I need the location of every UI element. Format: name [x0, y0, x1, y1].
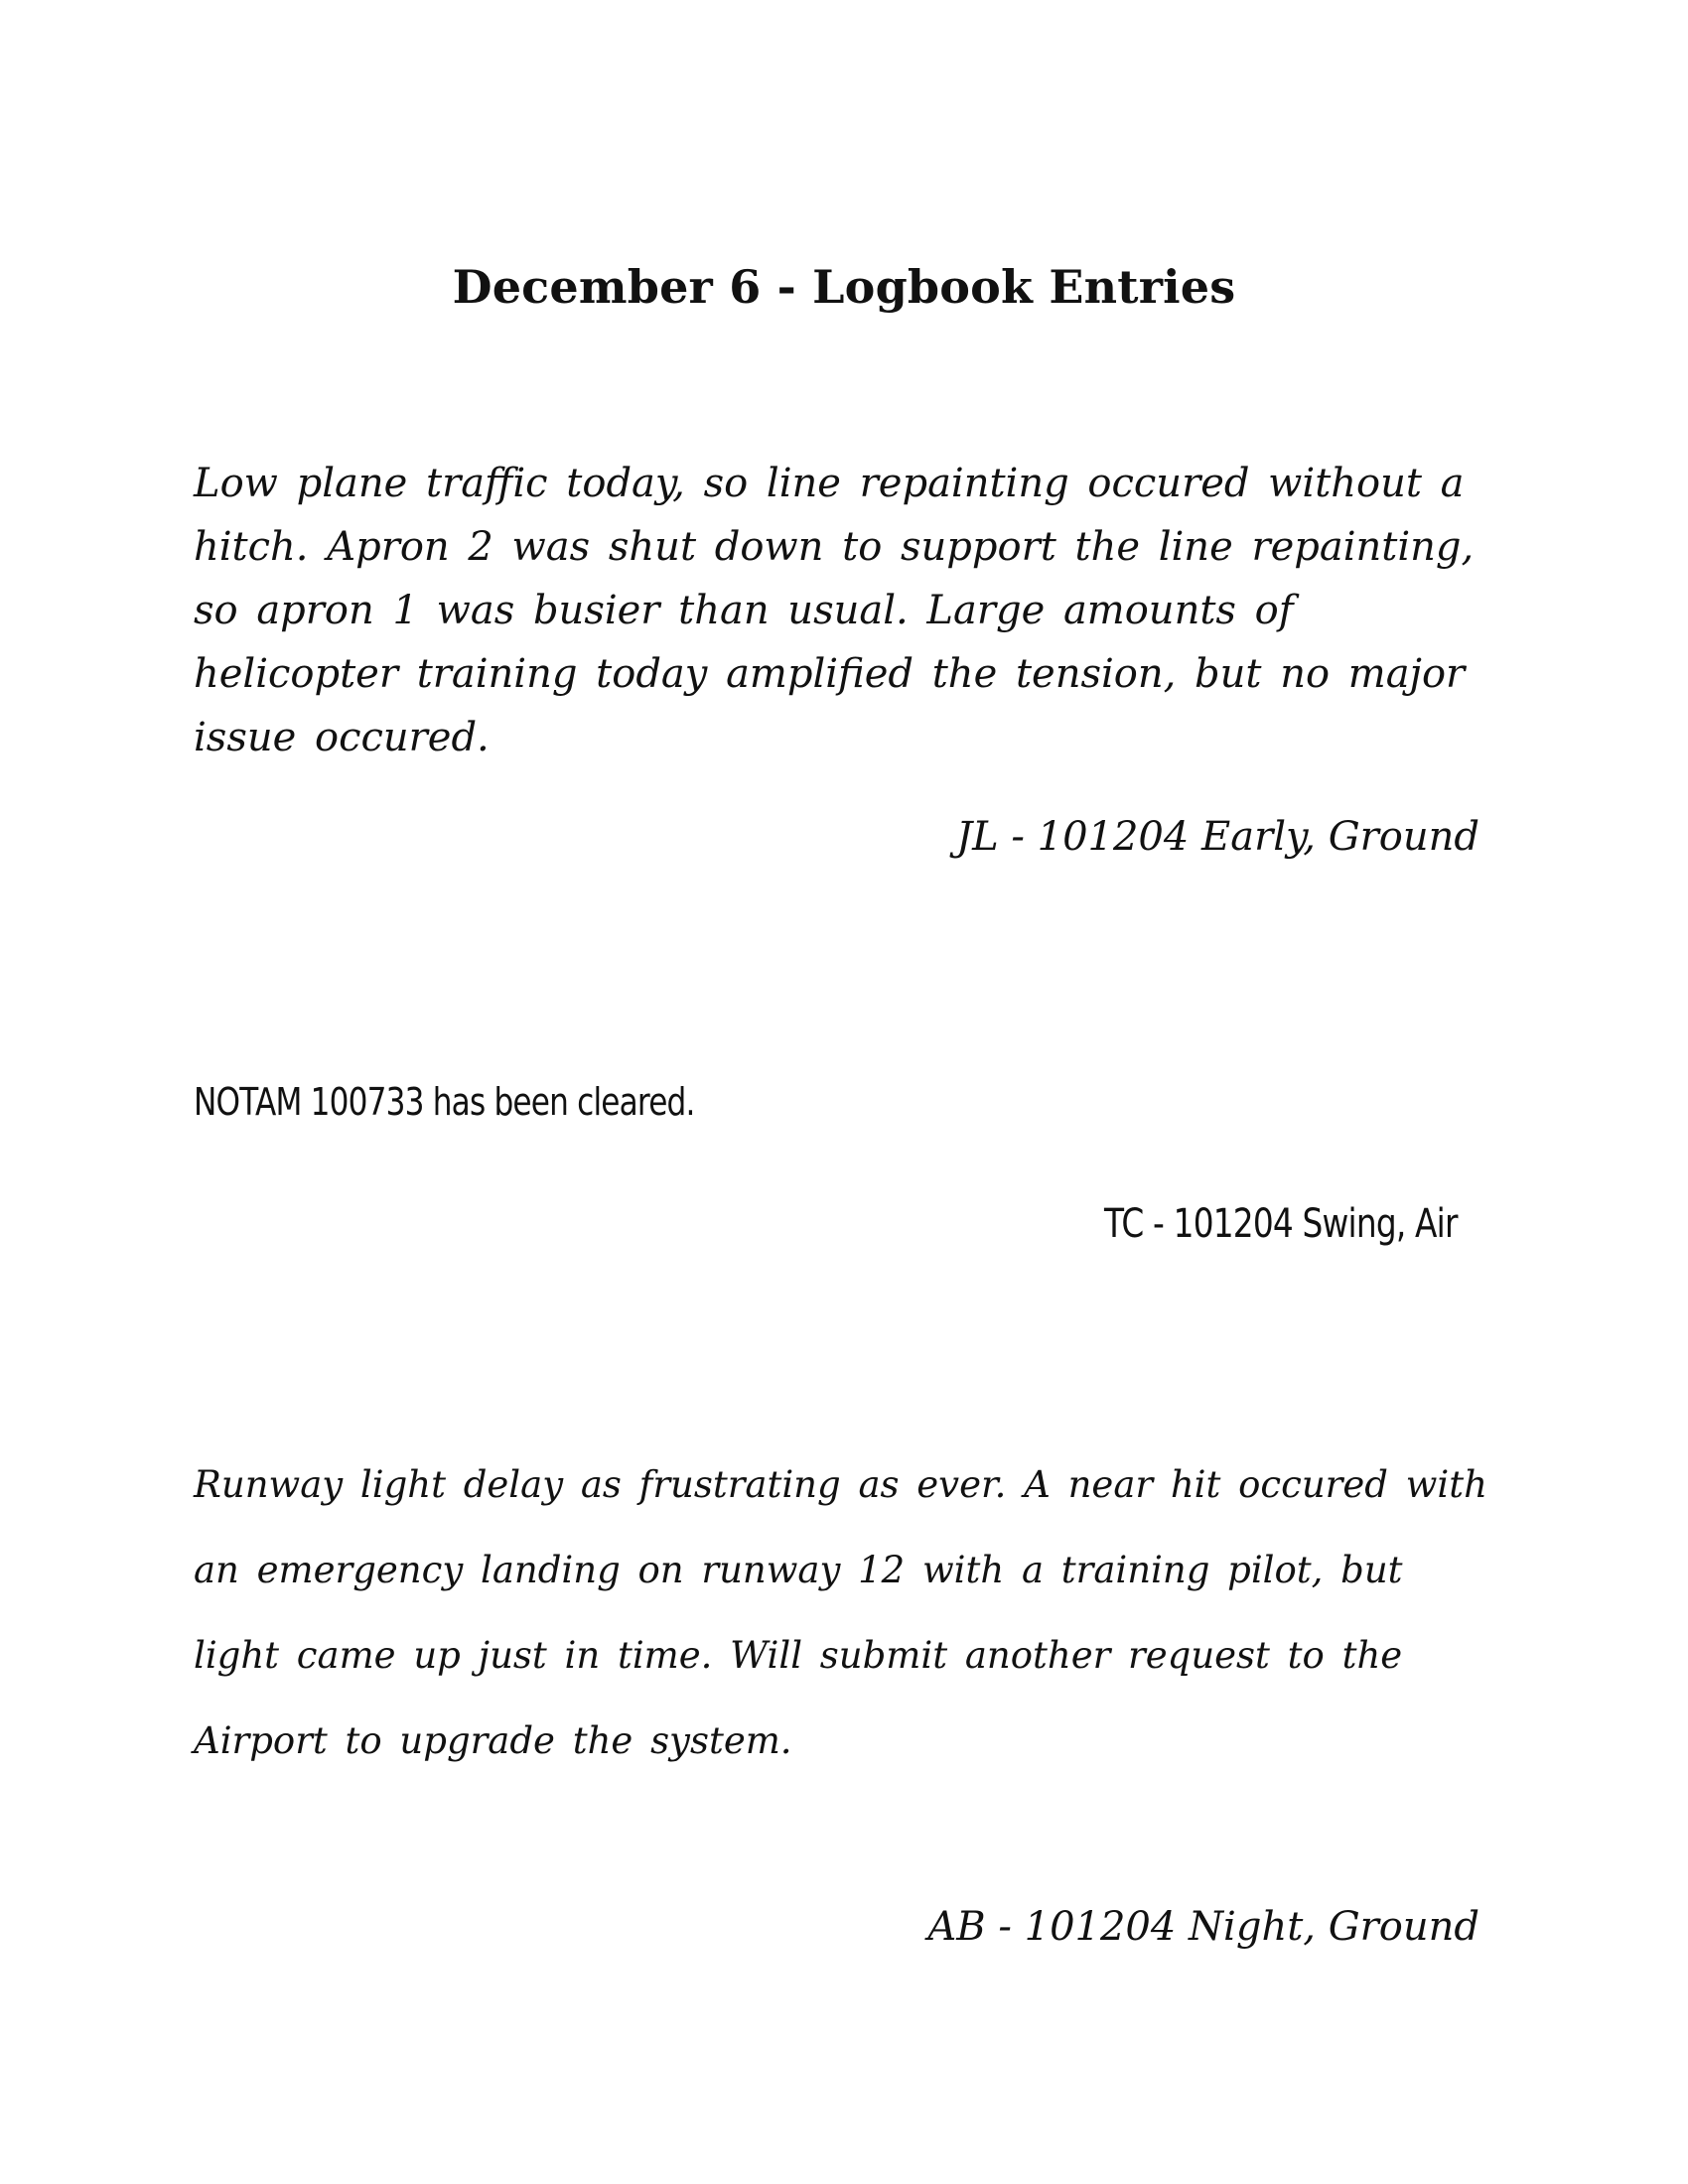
page-title: December 6 - Logbook Entries	[452, 260, 1236, 314]
entry-signature-swing-air: TC - 101204 Swing, Air	[1104, 1201, 1458, 1247]
logbook-entry-swing-air: NOTAM 100733 has been cleared.	[194, 1080, 695, 1124]
entry-signature-night-ground: AB - 101204 Night, Ground	[927, 1904, 1479, 1950]
logbook-entry-night-ground: Runway light delay as frustrating as ever. A near hit occured with an emergency landing on runway 12 with a training pilot, but light came up just in time. Will submit another request to the Airport to upgrade the system.	[194, 1463, 1487, 1762]
logbook-entry-early-ground: Low plane traffic today, so line repainting occured without a hitch. Apron 2 was shut down to support the line repainting, so apron 1 was busier than usual. Large amounts of helicopter training today amplified the tension, but no major issue occured.	[194, 461, 1475, 760]
entry-signature-early-ground: JL - 101204 Early, Ground	[956, 814, 1479, 860]
